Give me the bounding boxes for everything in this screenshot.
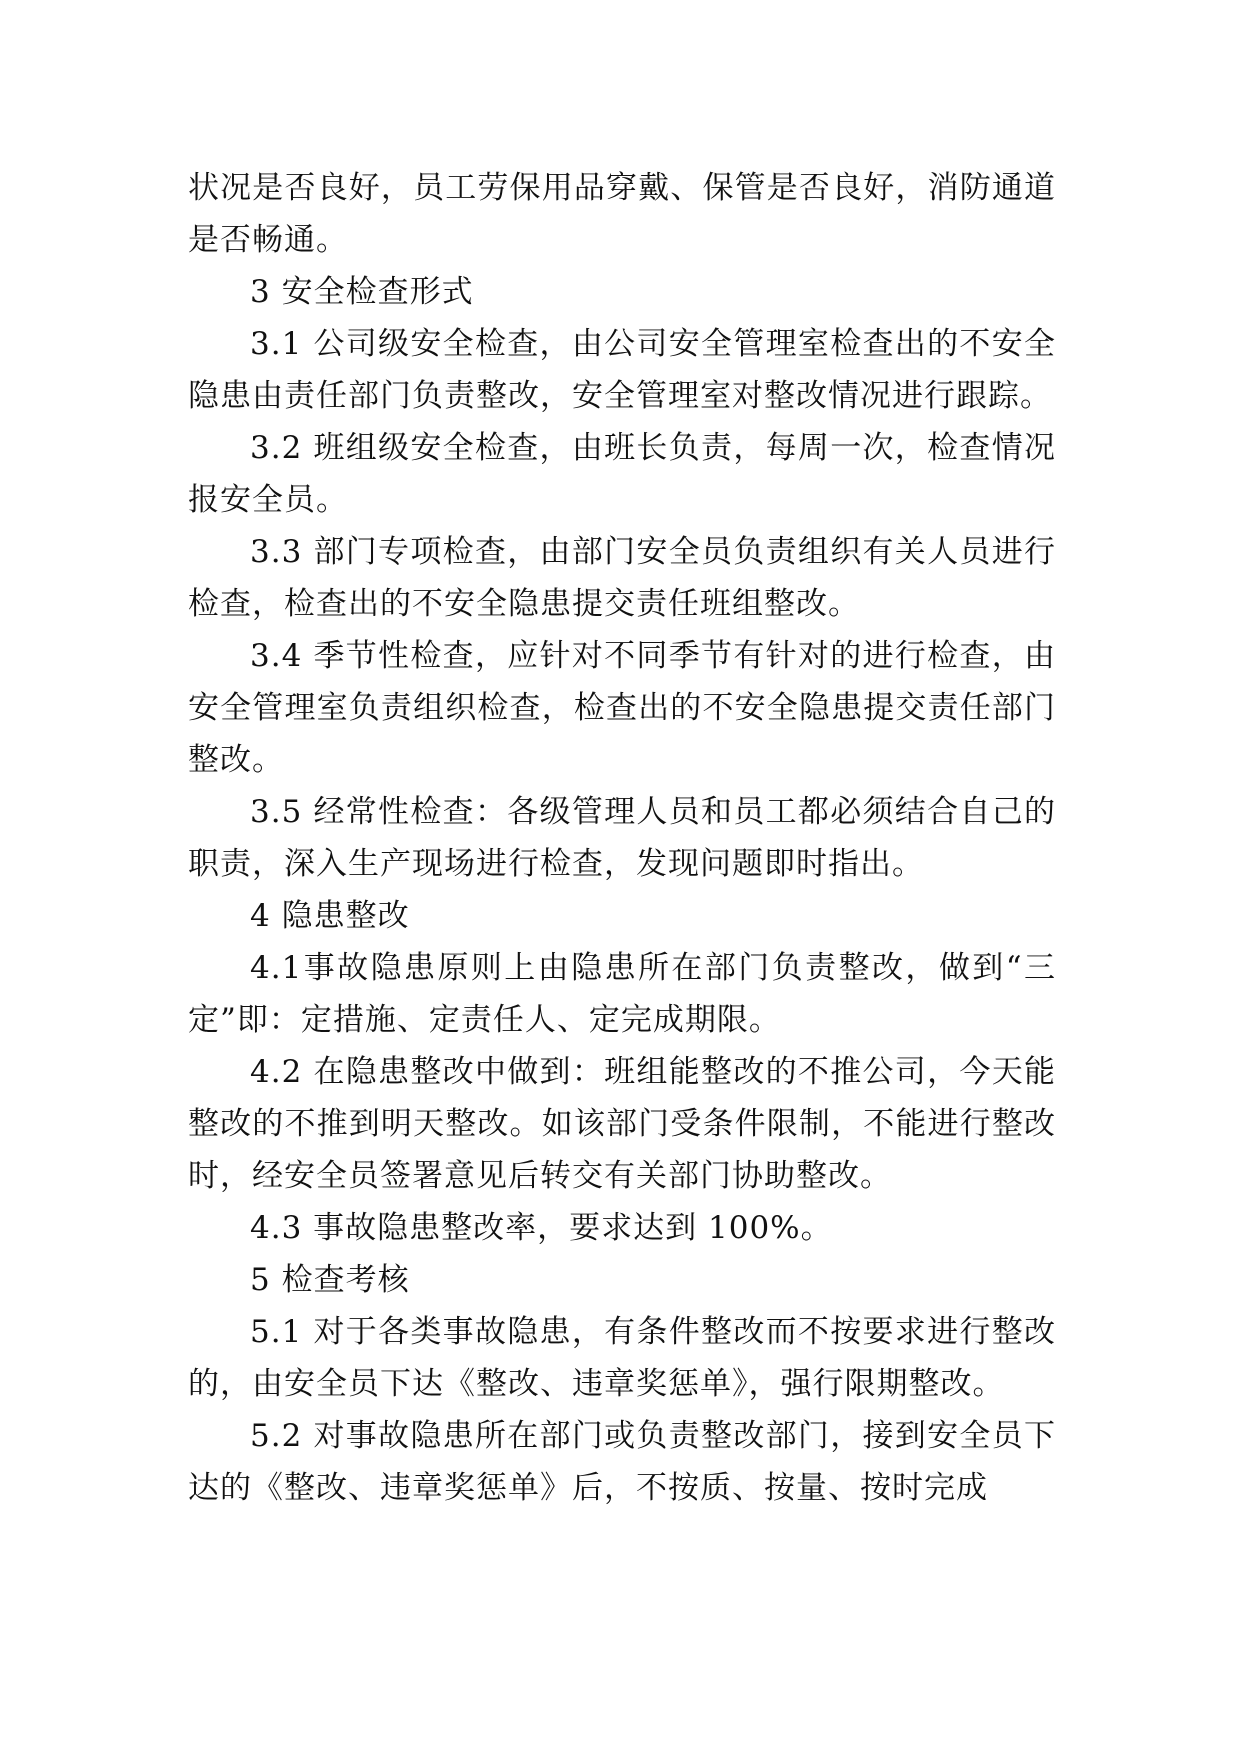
paragraph-4-3: 4.3 事故隐患整改率，要求达到 100%。 <box>250 1210 833 1246</box>
section-heading-4: 4 隐患整改 <box>250 898 410 934</box>
paragraph-3-2: 3.2 班组级安全检查，由班长负责，每周一次，检查情况报安全员。 <box>188 430 1056 518</box>
paragraph-3-3: 3.3 部门专项检查，由部门安全员负责组织有关人员进行检查，检查出的不安全隐患提交责任班组整改。 <box>188 534 1056 622</box>
paragraph-3-4: 3.4 季节性检查，应针对不同季节有针对的进行检查，由安全管理室负责组织检查，检查出的不安全隐患提交责任部门整改。 <box>188 638 1056 778</box>
paragraph-4-1: 4.1事故隐患原则上由隐患所在部门负责整改，做到“三定”即：定措施、定责任人、定完成期限。 <box>188 950 1056 1038</box>
paragraph-3-5: 3.5 经常性检查：各级管理人员和员工都必须结合自己的职责，深入生产现场进行检查，发现问题即时指出。 <box>188 794 1056 882</box>
document-body <box>188 162 1056 1514</box>
section-heading-3: 3 安全检查形式 <box>250 274 474 310</box>
paragraph-continuation: 状况是否良好，员工劳保用品穿戴、保管是否良好，消防通道是否畅通。 <box>188 170 1056 258</box>
paragraph-5-2: 5.2 对事故隐患所在部门或负责整改部门，接到安全员下达的《整改、违章奖惩单》后，不按质、按量、按时完成 <box>188 1418 1056 1506</box>
paragraph-5-1: 5.1 对于各类事故隐患，有条件整改而不按要求进行整改的，由安全员下达《整改、违章奖惩单》，强行限期整改。 <box>188 1314 1056 1402</box>
paragraph-4-2: 4.2 在隐患整改中做到：班组能整改的不推公司，今天能整改的不推到明天整改。如该部门受条件限制，不能进行整改时，经安全员签署意见后转交有关部门协助整改。 <box>188 1054 1056 1194</box>
paragraph-3-1: 3.1 公司级安全检查，由公司安全管理室检查出的不安全隐患由责任部门负责整改，安全管理室对整改情况进行跟踪。 <box>188 326 1056 414</box>
section-heading-5: 5 检查考核 <box>250 1262 410 1298</box>
